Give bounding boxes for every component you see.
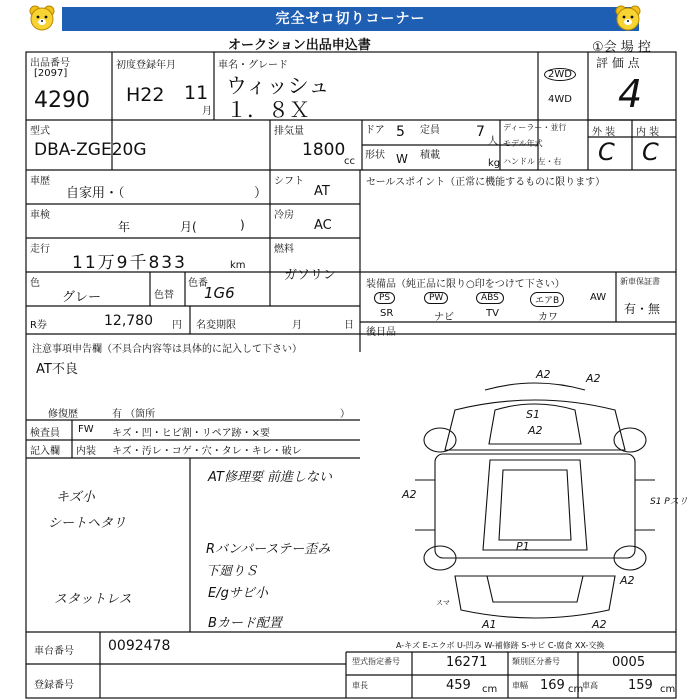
color-code: 1G6 [204, 284, 235, 302]
reg-month-unit: 月 [202, 106, 212, 117]
color-label: 色 [30, 278, 40, 289]
repair-label: 修復歴 [48, 409, 78, 420]
equip-tv: TV [486, 308, 499, 319]
score-label: 評 価 点 [596, 56, 640, 70]
chassis-label: 車台番号 [34, 646, 74, 657]
inspector-interior: 内装 [76, 446, 96, 457]
model-code: DBA-ZGE20G [34, 140, 147, 160]
dealer-label: ディーラー・並行 [503, 123, 567, 132]
damage-mark: スマ [436, 599, 450, 607]
length-label: 車長 [352, 681, 368, 690]
inspector-fw: FW [78, 424, 94, 435]
width-unit: cm [568, 684, 584, 695]
exterior-grade: C [598, 138, 615, 166]
venue-copy-label: ①会 場 控 [592, 40, 651, 55]
hw-right-1: AT修理要 前進しない [208, 470, 333, 485]
equip-abs: ABS [476, 292, 504, 304]
damage-mark: S1 [526, 408, 540, 421]
inspection-year: 年 [118, 220, 131, 234]
damage-legend: A-キズ E-エクボ U-凹み W-補修跡 S-サビ C-腐食 XX-交換 [396, 641, 605, 650]
displacement-unit: cc [344, 156, 355, 167]
height: 159 [628, 678, 653, 693]
shape: W [396, 152, 408, 166]
damage-mark: A2 [402, 488, 417, 501]
doors: 5 [396, 124, 405, 140]
fuel-label: 燃料 [274, 244, 294, 255]
exterior-label: 外 装 [592, 127, 616, 138]
hw-right-5: Bカード配置 [208, 616, 282, 631]
length: 459 [446, 678, 471, 693]
mileage-label: 走行 [30, 244, 50, 255]
valid-day: 日 [344, 320, 354, 331]
inspector-interior-marks: キズ・汚レ・コゲ・穴・タレ・キレ・破レ [112, 446, 302, 457]
new-car-warranty: 有・無 [624, 302, 661, 316]
equip-pw: PW [424, 292, 448, 304]
first-reg-label: 初度登録年月 [116, 60, 176, 71]
equip-aw: AW [590, 292, 607, 303]
new-car-warranty-label: 新車保証書 [620, 277, 660, 286]
displacement: 1800 [302, 140, 346, 160]
height-unit: cm [660, 684, 676, 695]
inspection-close: ) [240, 218, 245, 232]
damage-mark: P1 [516, 540, 530, 553]
damage-mark: A2 [620, 574, 635, 587]
reg-month: 11 [184, 82, 209, 104]
damage-mark: A1 [482, 618, 497, 631]
banner-title: 完全ゼロ切りコーナー [62, 7, 639, 31]
reg-era: H22 [126, 84, 165, 106]
length-unit: cm [482, 684, 498, 695]
car-name: ウィッシュ [226, 74, 330, 98]
mileage: 11万9千833 [72, 253, 187, 273]
class-number: 0005 [612, 655, 646, 670]
notes-line1: AT不良 [36, 362, 78, 377]
use-value: 自家用・（ [66, 186, 125, 201]
type-number: 16271 [446, 655, 488, 670]
load-label: 積載 [420, 150, 440, 161]
damage-mark: A2 [586, 372, 601, 385]
notes-label: 注意事項申告欄（不具合内容等は具体的に記入して下さい） [32, 344, 302, 355]
type-number-label: 型式指定番号 [352, 657, 400, 666]
lot-number: 4290 [34, 88, 90, 113]
inspector-entry-label: 記入欄 [30, 446, 60, 457]
mileage-unit: km [230, 260, 246, 271]
car-grade: １．８Ｘ [226, 98, 310, 122]
hw-left-1: キズ小 [56, 490, 95, 505]
shape-label: 形状 [365, 150, 385, 161]
lot-sub: [2097] [34, 68, 68, 79]
valid-month: 月 [292, 320, 302, 331]
hw-right-4: E/gサビ小 [208, 586, 268, 601]
color-change-label: 色替 [154, 290, 174, 301]
shift: AT [314, 184, 330, 199]
chassis-number: 0092478 [108, 638, 171, 654]
ac-label: 冷房 [274, 210, 294, 221]
fuel: ガソリン [284, 268, 337, 283]
width-label: 車幅 [512, 681, 528, 690]
handle-label: ハンドル 左・右 [503, 157, 562, 166]
capacity-unit: 人 [488, 136, 498, 147]
equip-airbag: エアB [530, 292, 564, 307]
model-label: 型式 [30, 126, 50, 137]
car-name-label: 車名・グレード [218, 60, 288, 71]
repair-value: 有 （箇所 [112, 409, 156, 420]
hw-right-2: Rバンパーステー歪み [206, 542, 331, 557]
capacity: 7 [476, 124, 485, 140]
repair-close: ） [340, 409, 350, 420]
class-number-label: 類別区分番号 [512, 657, 560, 666]
registration-label: 登録番号 [34, 680, 74, 691]
use-label: 車歴 [30, 176, 50, 187]
hw-left-2: シートヘタリ [48, 516, 127, 531]
hw-left-3: スタットレス [54, 592, 132, 607]
equipment-label: 装備品（純正品に限り○印をつけて下さい） [366, 279, 565, 290]
color: グレー [62, 290, 102, 305]
equip-navi: ナビ [434, 312, 454, 323]
use-close: ） [254, 186, 268, 201]
drive-2wd: 2WD [544, 68, 576, 81]
inspector-label: 検査員 [30, 428, 60, 439]
equip-sr: SR [380, 308, 394, 319]
hw-right-3: 下廻りＳ [206, 564, 259, 579]
damage-mark: S1 Pスリ [650, 497, 688, 507]
displacement-label: 排気量 [274, 126, 304, 137]
yen-unit: 円 [172, 320, 182, 331]
drive-4wd: 4WD [548, 94, 572, 105]
equip-ps: PS [374, 292, 395, 304]
equip-leather: カワ [538, 312, 558, 323]
recycle-label: R券 [30, 320, 47, 331]
capacity-label: 定員 [420, 125, 440, 136]
overall-score: 4 [618, 72, 643, 116]
shift-label: シフト [274, 176, 304, 187]
damage-mark: A2 [592, 618, 607, 631]
damage-mark: A2 [528, 424, 543, 437]
color-code-label: 色番 [188, 278, 208, 289]
form-title: オークション出品申込書 [228, 38, 371, 53]
inspection-month: 月( [180, 220, 197, 234]
valid-label: 名変期限 [196, 320, 236, 331]
load-unit: kg [488, 158, 501, 169]
lot-label: 出品番号 [30, 58, 70, 69]
width: 169 [540, 678, 565, 693]
inspector-exterior-marks: キズ・凹・ヒビ割・リペア跡・×要 [112, 428, 270, 439]
ac: AC [314, 218, 332, 233]
model-year-label: モデル年式 [503, 139, 543, 148]
interior-grade: C [642, 138, 659, 166]
damage-mark: A2 [536, 368, 551, 381]
rear-items-label: 後日品 [366, 327, 396, 338]
interior-label: 内 装 [636, 127, 660, 138]
sales-point-label: セールスポイント（正常に機能するものに限ります） [366, 177, 606, 188]
inspection-label: 車検 [30, 210, 50, 221]
doors-label: ドア [365, 125, 385, 136]
height-label: 車高 [582, 681, 598, 690]
recycle-fee: 12,780 [104, 313, 153, 329]
